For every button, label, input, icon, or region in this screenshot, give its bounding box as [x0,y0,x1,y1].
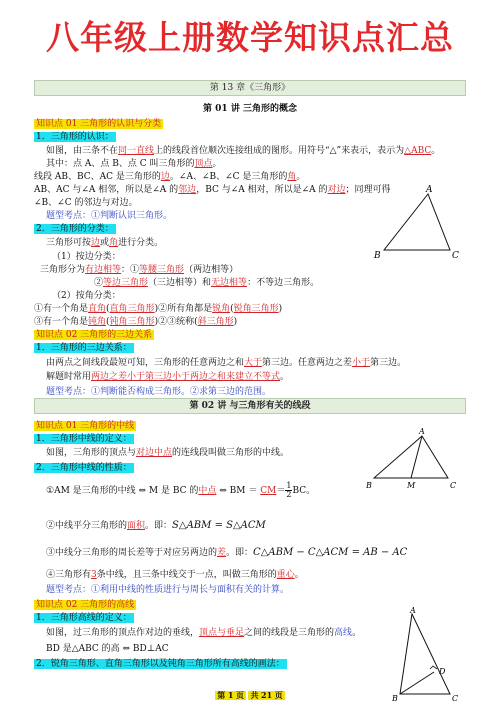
text: 。 [352,628,362,638]
text: ⇔ BM ＝ [216,486,261,496]
text: 页 [235,690,244,700]
figure-median [366,426,466,492]
text: （两边相等） [184,265,239,275]
text: ＝ [276,486,286,496]
point-label-d: D [439,667,446,676]
text: 。∠A、∠B、∠C 是三角形的 [169,172,288,182]
denominator: 2 [286,490,292,499]
key-term: 斜三角形 [197,317,234,327]
k2-s1-text: 1．三角形的三边关系： [36,343,132,353]
k3-prop2 [46,518,266,531]
text: ③中线分三角形的周长差等于对应另两边的 [46,548,218,558]
key-term: 直角三角形 [109,304,155,314]
key-term: 同一直线 [118,146,155,156]
footer-total [248,691,284,700]
k1-s2 [34,221,116,234]
text: 。即： [226,548,254,558]
k1-class-line5: （2）按角分类： [52,291,121,301]
text: ③有一个角是 [34,317,89,327]
total-pages: 21 [261,690,273,700]
key-term: 无边相等 [211,278,248,288]
k1-line1 [46,143,440,156]
key-term: 两边之差小于第三边小于两边之和来建立不等式 [91,372,281,382]
k2-question-type [46,384,271,397]
k1-class-line7 [34,314,237,327]
key-term: 直角 [88,304,107,314]
text: （三边相等）和 [148,278,212,288]
text: 上的线段首位顺次连接组成的图形。用符号“△”来表示，表示为 [154,146,405,156]
area-formula: S△ABM = S△ACM [172,520,266,531]
text: 条中线，且三条中线交于一点，叫做三角形的 [96,570,277,580]
lecture-2-bar [34,398,466,414]
key-term: 面积 [127,521,146,531]
text: 如图，过三角形的顶点作对边的垂线， [46,628,200,638]
text: 第三边。 [370,358,407,368]
key-term: CM [260,486,277,496]
text: 页 [274,690,283,700]
key-term: 顶点与垂足 [199,628,245,638]
k2-s1 [34,340,134,353]
text: 。 [280,372,290,382]
key-term: 角 [287,172,297,182]
k3-s2 [34,460,134,473]
text: 解题时常用 [46,372,92,382]
key-term: 角 [109,238,119,248]
key-term: 重心 [276,570,295,580]
key-term: 边 [160,172,170,182]
text: 如图，由三条不在 [46,146,119,156]
k3-heading-text: 知识点 01 三角形的中线 [36,421,135,431]
numerator: 1 [286,481,292,490]
footer-page [215,691,246,700]
text: 共 [250,690,259,700]
text: 。 [212,159,222,169]
page-title: 八年级上册数学知识点汇总 [46,18,454,57]
text: 之间的线段是三角形的 [244,628,335,638]
text: 线段 AB、BC、AC 是三角形的 [34,172,161,182]
text: ( [230,304,234,314]
text: BC。 [292,486,316,496]
lecture-2-title: 第 02 讲 与三角形有关的线段 [189,401,311,411]
label: 题型考点： [46,387,92,397]
vertex-label-a: A [419,427,425,436]
page-footer [0,690,500,701]
k1-heading [34,116,163,129]
k2-heading [34,327,154,340]
text: 。 [294,570,304,580]
key-term: 高线 [334,628,353,638]
text: ②中线平分三角形的 [46,521,128,531]
text: 其中：点 A、点 B、点 C 叫三角形的 [46,159,195,169]
k4-s1 [34,610,134,623]
k3-prop1 [46,482,315,499]
k3-question-type [46,582,289,595]
k1-class-line6 [34,301,282,314]
k1-class-line3 [40,262,238,275]
k3-prop4 [46,567,304,580]
k4-heading [34,597,136,610]
k1-heading-text: 知识点 01 三角形的认识与分类 [36,119,162,129]
key-term: 差 [217,548,227,558]
key-term: 钝角三角形 [109,317,155,327]
lecture-1-title: 第 01 讲 三角形的概念 [203,104,297,114]
k1-class-line1 [46,235,163,248]
text: 三角形分为 [40,265,86,275]
key-term: 等边三角形 [103,278,149,288]
key-term: 对边中点 [136,448,173,458]
text: ④三角形有 [46,570,92,580]
key-term: 大于 [244,358,263,368]
vertex-label-a: A [410,606,416,615]
text: ( [106,304,110,314]
key-term: 锐角 [212,304,231,314]
k1-line3 [34,169,305,182]
text: 。 [296,172,306,182]
text: ：① [121,265,140,275]
key-term: 中点 [198,486,217,496]
k1-line5: ∠B、∠C 的邻边与对边。 [34,198,138,208]
vertex-label-c: C [452,251,459,261]
vertex-label-b: B [366,481,372,490]
k1-s1-text: 1．三角形的认识： [36,132,114,142]
k3-s2-text: 2．三角形中线的性质： [36,463,132,473]
text: ，BC 与∠A 相对，所以是∠A 的 [196,185,328,195]
text: ；同理可得 [345,185,391,195]
k3-prop3 [46,545,407,558]
text: 。即： [145,521,173,531]
label: 题型考点： [46,211,92,221]
key-term: 有边相等 [85,265,122,275]
text: )②所有角都是 [154,304,213,314]
text: ( [106,317,110,327]
k4-heading-text: 知识点 02 三角形的高线 [36,600,135,610]
text: ①有一个角是 [34,304,89,314]
text: AB、AC 与∠A 相邻，所以是∠A 的 [34,185,179,195]
k3-line1 [46,445,289,458]
page-number: 1 [227,690,234,700]
k3-s1 [34,431,134,444]
key-term: 锐角三角形 [233,304,279,314]
k1-class-line2: （1）按边分类： [52,252,121,262]
k4-line2: BD 是△ABC 的高 ⇔ BD⊥AC [46,644,169,654]
label: 题型考点： [46,585,92,595]
text: ② [94,278,104,288]
point-label-m: M [407,481,416,490]
k4-line1 [46,625,361,638]
figure-triangle-abc [372,182,464,262]
key-term: 顶点 [194,159,213,169]
text: ①判断认识三角形。 [91,211,173,221]
k1-s1 [34,129,116,142]
vertex-label-b: B [392,694,398,702]
text: 第三边。任意两边之差 [262,358,353,368]
text: 。 [431,146,441,156]
chapter-bar [34,80,466,96]
k1-s2-text: 2．三角形的分类： [36,224,114,234]
k1-line2 [46,156,221,169]
text: ①利用中线的性质进行与周长与面积有关的计算。 [91,585,290,595]
text: ①判断能否构成三角形。②求第三边的范围。 [91,387,272,397]
key-term: 邻边 [178,185,197,195]
key-term: 等腰三角形 [139,265,185,275]
chapter-title: 第 13 章《三角形》 [209,83,291,93]
k4-s1-text: 1．三角形高线的定义： [36,613,132,623]
text: 三角形可按 [46,238,92,248]
k1-line4 [34,182,391,195]
vertex-label-b: B [374,251,381,261]
k3-s1-text: 1．三角形中线的定义： [36,434,132,444]
vertex-label-c: C [452,694,459,702]
text: ：不等边三角形。 [247,278,320,288]
k1-question-type [46,208,172,221]
key-term: 边 [91,238,101,248]
text: 第 [217,690,226,700]
key-term: 3 [91,570,97,580]
key-term: 小于 [352,358,371,368]
text: 的连线段叫做三角形的中线。 [172,448,290,458]
text: 进行分类。 [118,238,164,248]
text: )②③统称( [154,317,198,327]
k4-s2 [34,656,287,669]
k1-class-line4 [94,275,319,288]
key-term: 对边 [327,185,346,195]
k2-line1 [46,355,406,368]
k4-s2-text: 2．锐角三角形、直角三角形以及钝角三角形所有高线的画法： [36,659,285,669]
vertex-label-a: A [426,185,433,195]
text: 由两点之间线段最短可知，三角形的任意两边之和 [46,358,245,368]
text: ) [278,304,283,314]
key-term: 钝角 [88,317,107,327]
k2-line2 [46,369,289,382]
vertex-label-c: C [450,481,457,490]
k2-heading-text: 知识点 02 三角形的三边关系 [36,330,153,340]
key-term: △ABC [404,146,432,156]
perimeter-formula: C△ABM − C△ACM = AB − AC [253,547,408,558]
k3-heading [34,418,136,431]
text: ①AM 是三角形的中线 ⇔ M 是 BC 的 [46,486,199,496]
figure-altitude [392,606,462,702]
text: 或 [100,238,110,248]
text: 如图，三角形的顶点与 [46,448,137,458]
text: ) [233,317,238,327]
